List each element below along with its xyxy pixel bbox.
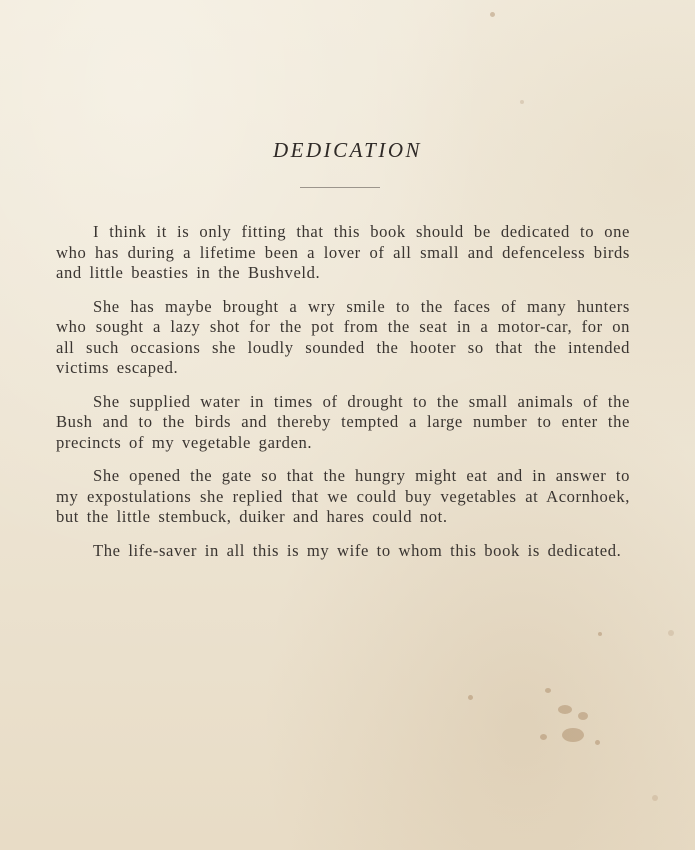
foxing-stain — [668, 630, 674, 636]
foxing-stain — [540, 734, 547, 740]
foxing-stain — [558, 705, 572, 714]
foxing-stain — [545, 688, 551, 693]
paragraph-4: She opened the gate so that the hungry might eat and in answer to my expostulations she replied that we could buy vegetables at Acornhoek, but the little stembuck, duiker and hares could not. — [56, 466, 630, 526]
paragraph-2: She has maybe brought a wry smile to the faces of many hunters who sought a lazy shot for the pot from the seat in a motor-car, for on all such occasions she loudly sounded the hooter so that the intended victims escaped. — [56, 296, 630, 377]
dedication-body — [56, 222, 630, 574]
foxing-stain — [598, 632, 602, 636]
foxing-stain — [578, 712, 588, 720]
title-divider — [300, 187, 380, 188]
paragraph-5: The life-saver in all this is my wife to whom this book is dedicated. — [93, 540, 622, 560]
foxing-stain — [652, 795, 658, 801]
foxing-stain — [520, 100, 524, 104]
paragraph-3: She supplied water in times of drought to the small animals of the Bush and to the birds and thereby tempted a large number to enter the precincts of my vegetable garden. — [56, 391, 630, 452]
foxing-stain — [595, 740, 600, 745]
paragraph-1: I think it is only fitting that this book should be dedicated to one who has during a lifetime been a lover of all small and defenceless birds and little beasties in the Bushveld. — [56, 222, 630, 282]
foxing-stain — [468, 695, 473, 700]
foxing-stain — [490, 12, 495, 17]
page-title: DEDICATION — [272, 138, 423, 162]
foxing-stain — [562, 728, 584, 742]
